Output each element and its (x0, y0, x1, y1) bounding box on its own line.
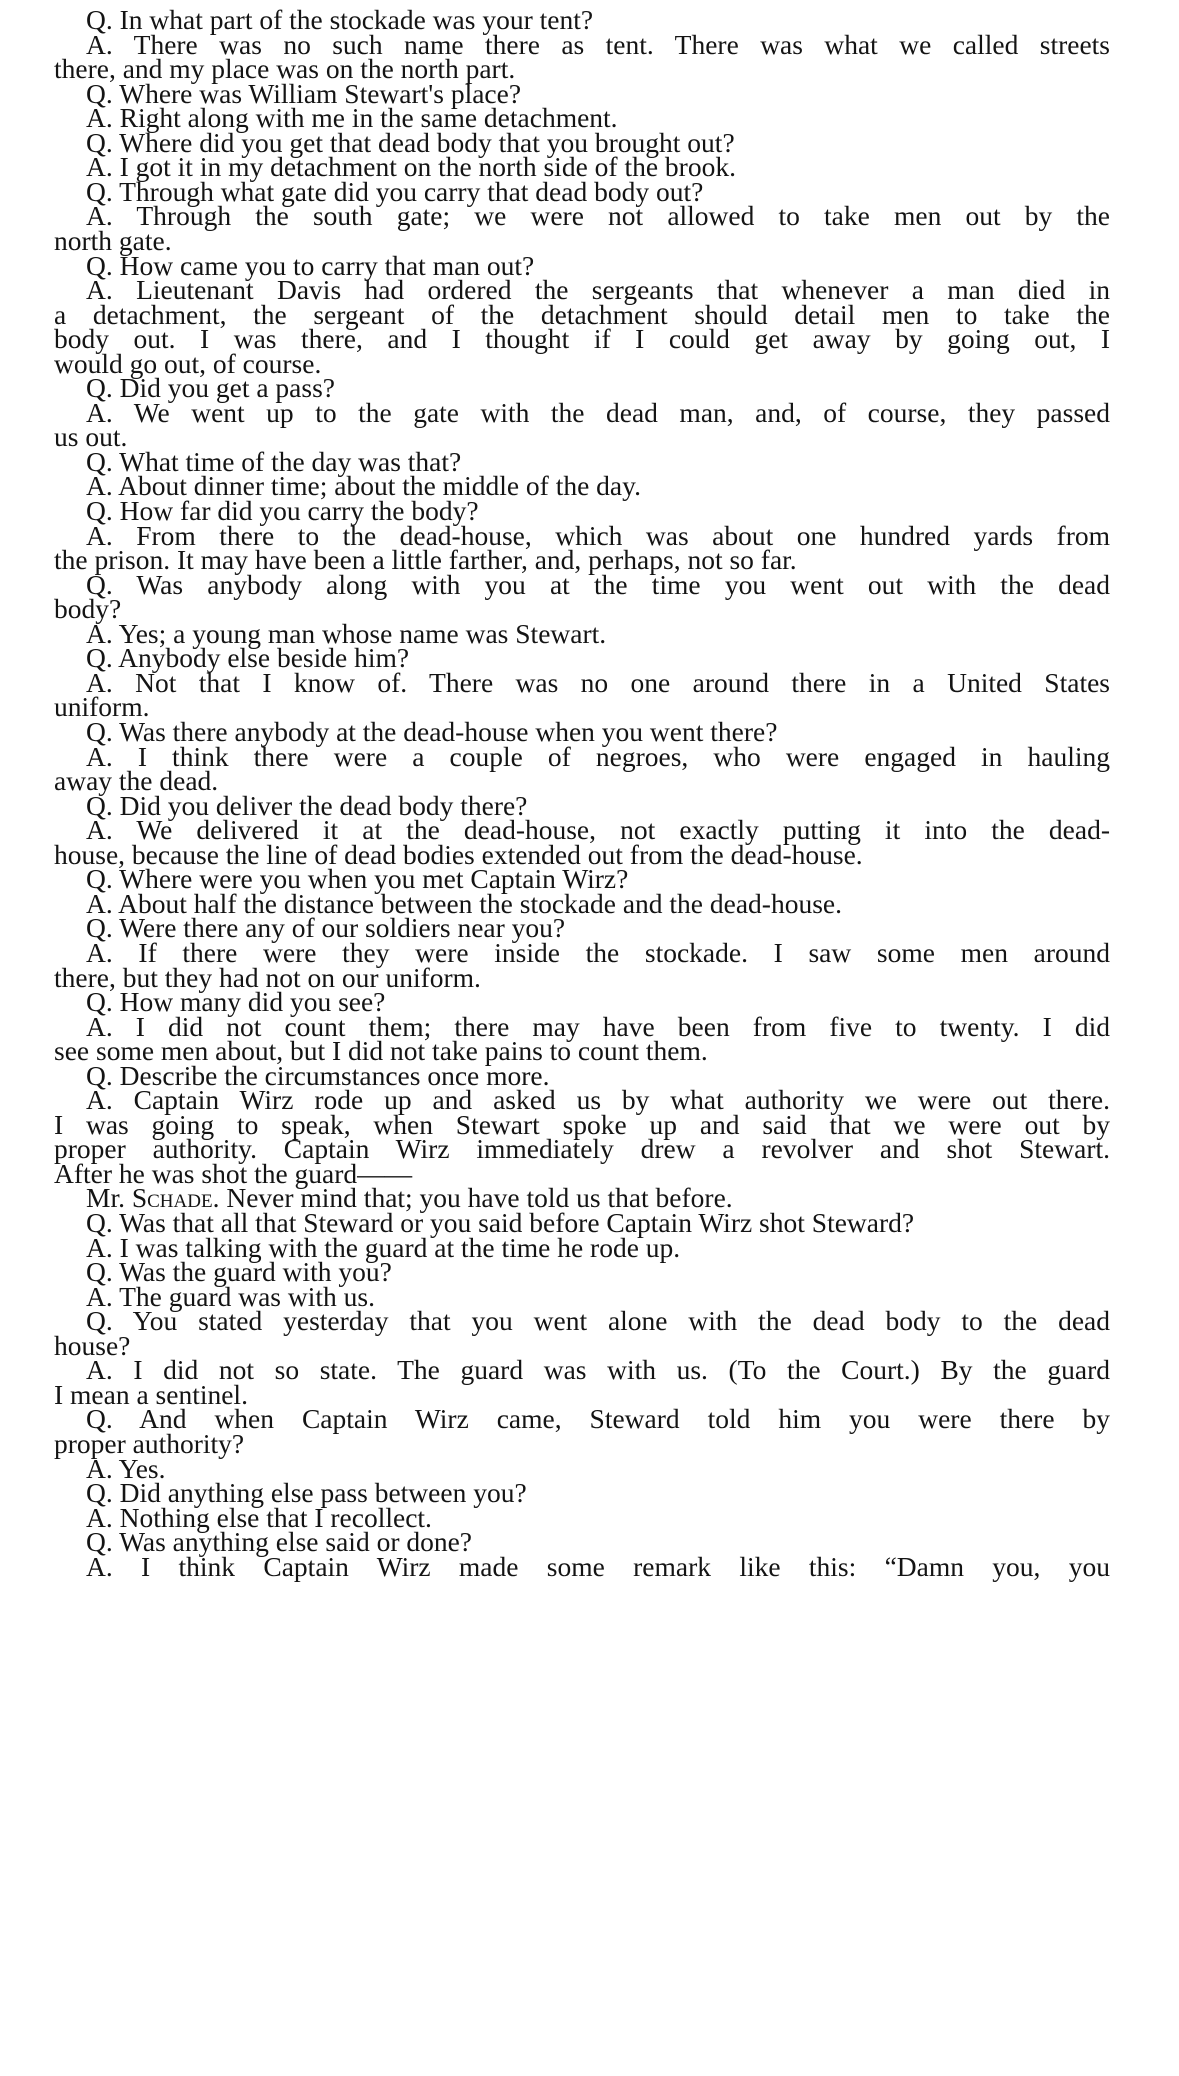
text-line: A. Nothing else that I recollect. (86, 1501, 432, 1533)
text-line: there, but they had not on our uniform. (54, 961, 481, 993)
text-line: Q. What time of the day was that? (86, 445, 462, 477)
text-line: A. I think Captain Wirz made some remark like this: “Damn you, you (86, 1550, 1110, 1582)
text-line: Q. How far did you carry the body? (86, 495, 479, 526)
text-line: Mr. Schade. Never mind that; you have told us that before. (86, 1182, 733, 1214)
text-line: Q. Was anything else said or done? (86, 1526, 473, 1558)
text-line: A. If there were they were inside the stockade. I saw some men around (86, 936, 1110, 968)
text-line: Q. Was there anybody at the dead-house when you went there? (86, 716, 778, 747)
text-line: A. I did not count them; there may have been from five to twenty. I did (86, 1010, 1110, 1042)
text-line: Q. In what part of the stockade was your tent? (86, 4, 594, 35)
text-line: A. The guard was with us. (86, 1280, 375, 1312)
text-line: Q. You stated yesterday that you went alone with the dead body to the dead (86, 1305, 1110, 1337)
text-line: proper authority? (54, 1427, 245, 1459)
text-line: A. Yes. (86, 1452, 166, 1484)
text-line: proper authority. Captain Wirz immediately drew a revolver and shot Stewart. (54, 1133, 1110, 1165)
text-line: Q. Did you get a pass? (86, 372, 335, 404)
text-line: A. About half the distance between the stockade and the dead-house. (86, 887, 842, 919)
text-line: the prison. It may have been a little farther, and, perhaps, not so far. (54, 544, 797, 576)
text-line: Q. Describe the circumstances once more. (86, 1059, 550, 1091)
speaker-name: Schade (131, 1182, 213, 1214)
text-line: A. From there to the dead-house, which was about one hundred yards from (86, 519, 1110, 551)
text-line: Q. Was that all that Steward or you said before Captain Wirz shot Steward? (86, 1207, 915, 1238)
text-line: Q. How many did you see? (86, 986, 386, 1017)
text-line: Q. Was the guard with you? (86, 1256, 392, 1287)
text-line: A. Not that I know of. There was no one around there in a United States (86, 666, 1110, 698)
text-line: A. I did not so state. The guard was with us. (To the Court.) By the guard (86, 1354, 1110, 1386)
text-line: would go out, of course. (54, 347, 322, 379)
text-line: Q. Where was William Stewart's place? (86, 77, 522, 109)
text-line: there, and my place was on the north part. (54, 53, 516, 85)
text-line: A. We went up to the gate with the dead man, and, of course, they passed (86, 396, 1110, 428)
text-line: a detachment, the sergeant of the detachment should detail men to take the (54, 298, 1110, 330)
text-line: Q. Were there any of our soldiers near you? (86, 912, 566, 944)
text-line: A. I was talking with the guard at the time he rode up. (86, 1231, 681, 1263)
text-line: A. Lieutenant Davis had ordered the sergeants that whenever a man died in (86, 274, 1110, 306)
text-line: Q. Did anything else pass between you? (86, 1477, 527, 1508)
text-line: A. I think there were a couple of negroes, who were engaged in hauling (86, 740, 1110, 772)
text-line: house, because the line of dead bodies extended out from the dead-house. (54, 838, 863, 870)
text-line: Q. Was anybody along with you at the time you went out with the dead (86, 568, 1110, 600)
text-line: A. Captain Wirz rode up and asked us by what authority we were out there. (86, 1084, 1110, 1116)
text-line: see some men about, but I did not take pains to count them. (54, 1035, 708, 1067)
text-line: A. Through the south gate; we were not allowed to take men out by the (86, 200, 1110, 232)
text-line: A. There was no such name there as tent. There was what we called streets (86, 28, 1110, 60)
text-line: body out. I was there, and I thought if I could get away by going out, I (54, 323, 1110, 355)
text-line: A. About dinner time; about the middle of the day. (86, 470, 641, 502)
text-line: I mean a sentinel. (54, 1378, 248, 1410)
text-line: Q. Through what gate did you carry that dead body out? (86, 175, 704, 207)
text-line: A. We delivered it at the dead-house, not exactly putting it into the dead- (86, 814, 1110, 846)
text-line: house? (54, 1329, 131, 1361)
text-line: Q. Anybody else beside him? (86, 642, 410, 674)
text-line: uniform. (54, 691, 150, 723)
text-line: A. Yes; a young man whose name was Stewart. (86, 617, 607, 649)
text-line: us out. (54, 421, 128, 453)
text-line: Q. How came you to carry that man out? (86, 249, 535, 281)
text-line: Q. And when Captain Wirz came, Steward told him you were there by (86, 1403, 1110, 1435)
text-line: north gate. (54, 225, 172, 256)
text-line: A. I got it in my detachment on the north side of the brook. (86, 151, 736, 183)
text-line: Q. Where were you when you met Captain Wirz? (86, 863, 629, 895)
text-line: A. Right along with me in the same detachment. (86, 102, 618, 134)
text-line: Q. Did you deliver the dead body there? (86, 789, 528, 821)
text-line: away the dead. (54, 765, 219, 797)
text-line: body? (54, 593, 122, 625)
text-line: After he was shot the guard—— (54, 1157, 413, 1189)
text-line: I was going to speak, when Stewart spoke up and said that we were out by (54, 1108, 1110, 1140)
text-line: Q. Where did you get that dead body that you brought out? (86, 126, 735, 158)
